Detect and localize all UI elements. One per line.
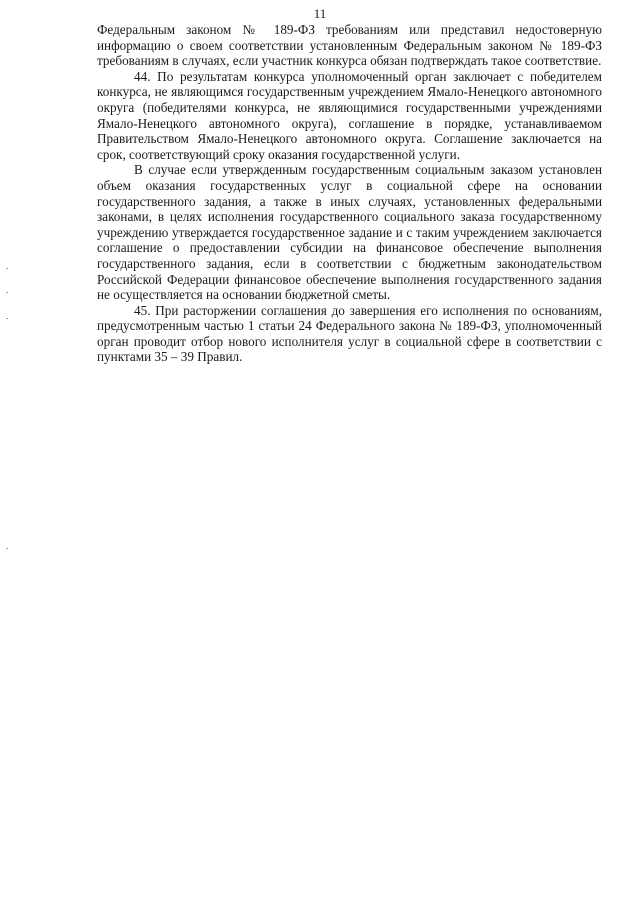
scan-mark [6, 292, 8, 293]
scan-mark [6, 548, 8, 549]
paragraph-state-order: В случае если утвержденным государственным социальным заказом установлен объем оказания государственных услуг в социальной сфере на основании государственного задания, а также в иных случаях, установленных федеральными законами, в целях исполнения государственного социального заказа государственному учреждению утверждается государственное задание и с таким учреждением заключается соглашение о предоставлении субсидии на финансовое обеспечение выполнения государственного задания, если в соответствии с бюджетным законодательством Российской Федерации финансовое обеспечение выполнения государственного задания не осуществляется на основании бюджетной сметы. [97, 162, 602, 303]
page-number: 11 [313, 6, 327, 21]
scan-mark [6, 268, 8, 269]
document-body [97, 22, 602, 365]
paragraph-continuation: Федеральным законом № 189-ФЗ требованиям или представил недостоверную информацию о своем соответствии установленным Федеральным законом № 189-ФЗ требованиям в случаях, если участник конкурса обязан подтверждать такое соответствие. [97, 22, 602, 69]
scan-mark [6, 318, 8, 319]
paragraph-44: 44. По результатам конкурса уполномоченный орган заключает с победителем конкурса, не являющимся государственным учреждением Ямало-Ненецкого автономного округа (победителями конкурса, не являющимися государственными учреждениями Ямало-Ненецкого автономного округа), соглашение в порядке, устанавливаемом Правительством Ямало-Ненецкого автономного округа. Соглашение заключается на срок, соответствующий сроку оказания государственной услуги. [97, 68, 602, 162]
paragraph-45: 45. При расторжении соглашения до завершения его исполнения по основаниям, предусмотренным частью 1 статьи 24 Федерального закона № 189-ФЗ, уполномоченный орган проводит отбор нового исполнителя услуг в социальной сфере в соответствии с пунктами 35 – 39 Правил. [97, 302, 602, 365]
